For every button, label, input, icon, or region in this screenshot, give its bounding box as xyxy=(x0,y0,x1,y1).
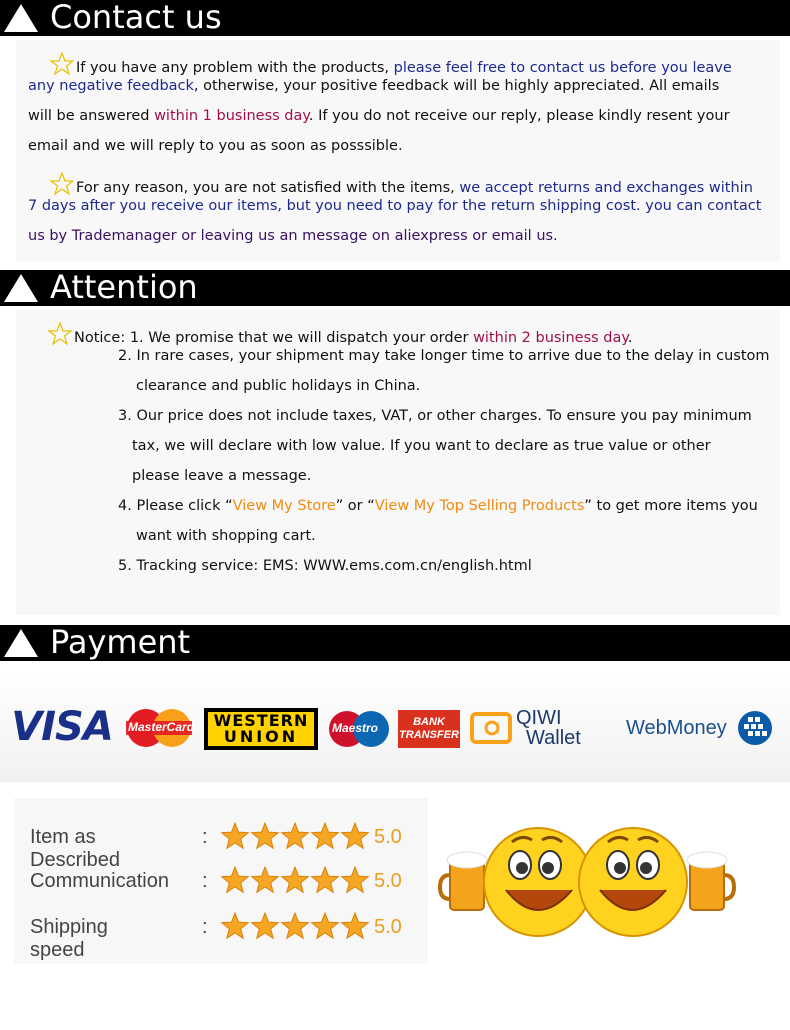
contact-text: If you have any problem with the products, xyxy=(76,60,394,76)
contact-header-bar xyxy=(0,0,790,36)
notice-text: clearance and public holidays in China. xyxy=(136,378,421,394)
smiley-face-icon xyxy=(579,828,687,936)
notice-line-2 xyxy=(118,348,770,364)
notice-text: Notice: 1. We promise that we will dispatch your order xyxy=(74,330,474,346)
maestro-logo xyxy=(326,710,392,748)
maestro-text: Maestro xyxy=(332,721,379,735)
beer-mug-icon xyxy=(440,852,487,910)
contact-text: will be answered xyxy=(28,108,155,124)
star-filled-icon xyxy=(252,867,279,892)
beer-mug-icon xyxy=(687,852,734,910)
star-filled-icon xyxy=(282,913,309,938)
bank-transfer-text: BANK xyxy=(413,716,445,728)
smiley-cheers-illustration xyxy=(438,820,738,950)
star-filled-icon xyxy=(312,913,339,938)
star-outline-icon xyxy=(50,172,74,196)
contact-line-4 xyxy=(28,138,403,154)
triangle-icon xyxy=(4,629,38,657)
notice-text: 4. Please click “ xyxy=(118,498,233,514)
contact-highlight: we accept returns and exchanges within xyxy=(459,180,753,196)
view-my-store-link[interactable]: View My Store xyxy=(232,498,336,514)
notice-line-8 xyxy=(136,528,316,544)
notice-text: tax, we will declare with low value. If you want to declare as true value or other xyxy=(132,438,711,454)
rating-colon: : xyxy=(202,826,208,848)
contact-highlight: any negative feedback xyxy=(28,78,194,94)
rating-score: 5.0 xyxy=(374,870,402,892)
contact-line-7 xyxy=(28,228,558,244)
webmoney-globe-icon xyxy=(735,708,775,748)
contact-line-1 xyxy=(50,52,732,76)
bank-transfer-logo xyxy=(398,710,460,748)
view-top-selling-link[interactable]: View My Top Selling Products xyxy=(374,498,585,514)
rating-stars xyxy=(220,822,370,852)
star-filled-icon xyxy=(222,913,249,938)
contact-red-text: within 1 business day xyxy=(154,108,309,124)
payment-title: Payment xyxy=(50,623,191,661)
contact-line-3 xyxy=(28,108,730,124)
rating-label: Shipping speed xyxy=(30,916,108,961)
star-filled-icon xyxy=(312,823,339,848)
star-filled-icon xyxy=(222,867,249,892)
rating-label: Communication xyxy=(30,870,169,892)
attention-title: Attention xyxy=(50,268,198,306)
star-filled-icon xyxy=(282,867,309,892)
triangle-icon xyxy=(4,4,38,32)
rating-score: 5.0 xyxy=(374,826,402,848)
notice-text: want with shopping cart. xyxy=(136,528,316,544)
contact-text: . If you do not receive our reply, please kindly resent your xyxy=(308,108,730,124)
contact-text: us by Trademanager or leaving us an message on aliexpress or email us. xyxy=(28,228,558,244)
star-filled-icon xyxy=(342,913,369,938)
qiwi-icon xyxy=(470,708,514,748)
webmoney-text: WebMoney xyxy=(626,716,727,739)
mastercard-logo xyxy=(124,708,194,748)
rating-stars xyxy=(220,866,370,896)
contact-title: Contact us xyxy=(50,0,222,36)
bank-transfer-text: TRANSFER xyxy=(399,729,459,741)
contact-line-5 xyxy=(50,172,753,196)
western-union-text: WESTERN xyxy=(213,711,309,730)
notice-text: 3. Our price does not include taxes, VAT, or other charges. To ensure you pay minimum xyxy=(118,408,752,424)
star-outline-icon xyxy=(50,52,74,76)
qiwi-logo xyxy=(470,706,620,750)
star-filled-icon xyxy=(252,913,279,938)
payment-header-bar xyxy=(0,625,790,661)
tracking-text: 5. Tracking service: EMS: WWW.ems.com.cn/english.html xyxy=(118,558,532,574)
rating-colon: : xyxy=(202,916,208,938)
rating-score: 5.0 xyxy=(374,916,402,938)
notice-text: please leave a message. xyxy=(132,468,312,484)
notice-text: . xyxy=(627,330,633,346)
notice-line-4 xyxy=(118,408,752,424)
contact-text: email and we will reply to you as soon as posssible. xyxy=(28,138,403,154)
notice-line-1 xyxy=(48,322,633,346)
notice-line-6 xyxy=(132,468,311,484)
star-filled-icon xyxy=(252,823,279,848)
contact-line-2 xyxy=(28,78,719,94)
contact-text: For any reason, you are not satisfied with the items, xyxy=(76,180,460,196)
qiwi-text: QIWI xyxy=(516,707,562,729)
notice-text: ” to get more items you xyxy=(584,498,758,514)
notice-line-9 xyxy=(118,558,532,574)
star-filled-icon xyxy=(342,867,369,892)
rating-stars xyxy=(220,912,370,942)
rating-colon: : xyxy=(202,870,208,892)
smiley-face-icon xyxy=(484,828,592,936)
notice-line-7 xyxy=(118,498,758,514)
contact-highlight: please feel free to contact us before you leave xyxy=(393,60,732,76)
visa-logo xyxy=(6,704,118,750)
webmoney-logo xyxy=(626,706,780,750)
mastercard-text: MasterCard xyxy=(128,720,195,734)
visa-text: VISA xyxy=(11,704,113,750)
western-union-logo xyxy=(204,708,318,750)
triangle-icon xyxy=(4,274,38,302)
notice-text: ” or “ xyxy=(335,498,375,514)
notice-line-5 xyxy=(132,438,711,454)
notice-red-text: within 2 business day xyxy=(473,330,628,346)
western-union-text: UNION xyxy=(223,727,299,746)
star-filled-icon xyxy=(342,823,369,848)
contact-highlight: 7 days after you receive our items, but you need to pay for the return shipping cost. you can contact xyxy=(28,198,762,214)
notice-text: 2. In rare cases, your shipment may take longer time to arrive due to the delay in custom xyxy=(118,348,770,364)
attention-header-bar xyxy=(0,270,790,306)
star-filled-icon xyxy=(312,867,339,892)
star-outline-icon xyxy=(48,322,72,346)
rating-label: Item as Described xyxy=(30,826,121,871)
contact-text: , otherwise, your positive feedback will be highly appreciated. All emails xyxy=(193,78,720,94)
contact-line-6 xyxy=(28,198,761,214)
notice-line-3 xyxy=(136,378,420,394)
star-filled-icon xyxy=(282,823,309,848)
qiwi-text: Wallet xyxy=(526,727,581,749)
star-filled-icon xyxy=(222,823,249,848)
